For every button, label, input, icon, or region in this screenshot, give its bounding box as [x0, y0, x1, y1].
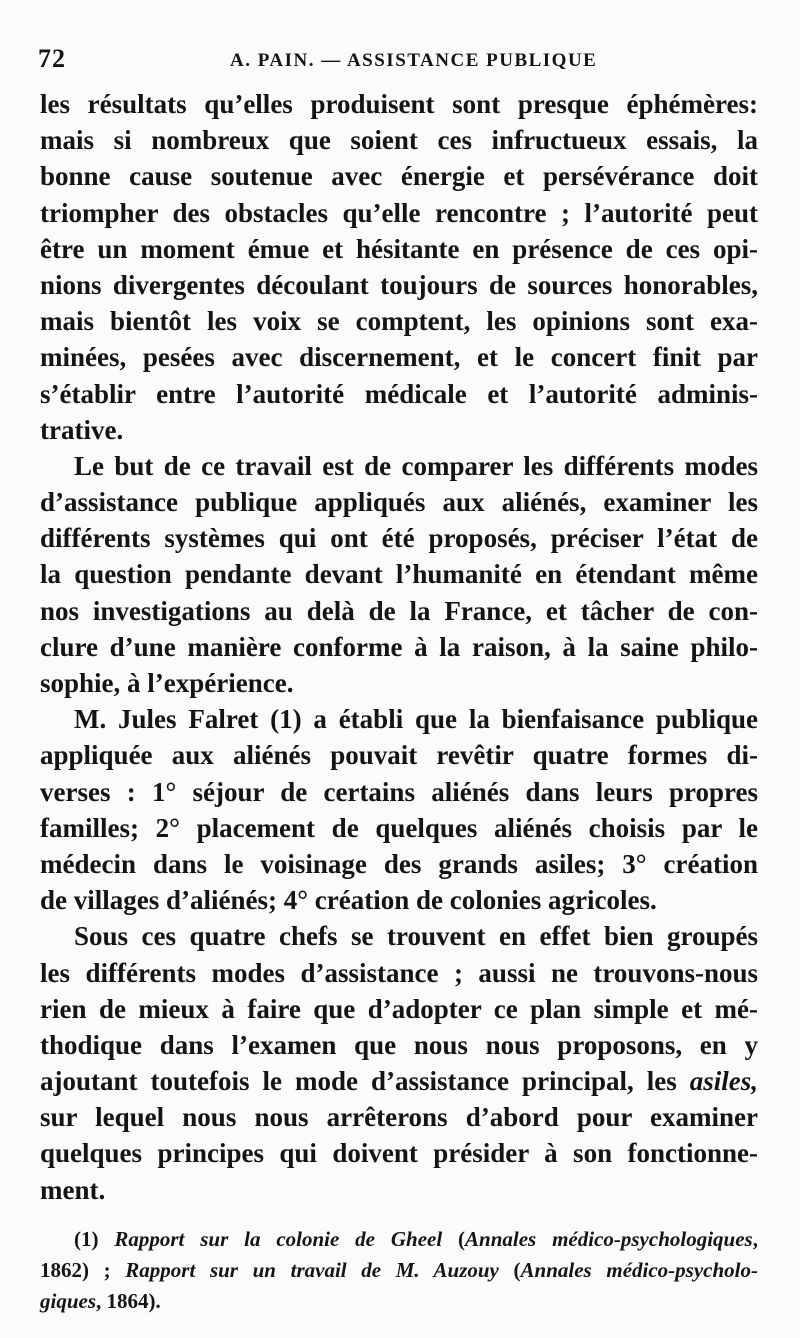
text-line: familles; 2° placement de quelques aliénés choisis par le	[40, 812, 758, 843]
footnote	[40, 1224, 758, 1317]
running-head: A. PAIN. — ASSISTANCE PUBLIQUE	[230, 50, 598, 71]
text-line: sophie, à l’expérience.	[40, 668, 294, 698]
text-line: thodique dans l’examen que nous nous proposons, en y	[40, 1029, 758, 1060]
text-line: ment.	[40, 1174, 106, 1205]
text-line: triompher des obstacles qu’elle rencontre ; l’autorité peut	[40, 197, 758, 228]
text-line: Sous ces quatre chefs se trouvent en effet bien groupés	[74, 921, 758, 952]
footnote-text: (	[442, 1227, 466, 1251]
body-text	[40, 86, 758, 1208]
text-line: quelques principes qui doivent présider à son fonctionne-	[40, 1138, 758, 1169]
text-line	[40, 1063, 758, 1099]
footnote-line	[40, 1286, 758, 1317]
text-line: bonne cause soutenue avec énergie et persévérance doit	[40, 161, 758, 192]
footnote-line	[40, 1255, 758, 1286]
footnote-title: Rapport sur la colonie de Gheel	[114, 1227, 443, 1251]
footnote-line	[40, 1224, 758, 1255]
text-line: minées, pesées avec discernement, et le concert finit par	[40, 342, 758, 373]
text-line: verses : 1° séjour de certains aliénés dans leurs propres	[40, 776, 758, 807]
footnote-journal: Annales médico-psycholo-	[520, 1258, 758, 1282]
text-line: trative.	[40, 414, 124, 445]
page-number: 72	[38, 44, 66, 73]
italic-term: asiles,	[689, 1066, 758, 1097]
footnote-text: 1862) ;	[40, 1258, 126, 1282]
text-line: mais bientôt les voix se comptent, les opinions sont exa-	[40, 306, 758, 337]
footnote-title: Rapport sur un travail de M. Auzouy	[125, 1258, 499, 1282]
footnote-text: (	[498, 1258, 521, 1282]
text-line: nions divergentes découlant toujours de sources honorables,	[40, 269, 758, 300]
footnote-marker: (1)	[74, 1227, 115, 1251]
text-line: M. Jules Falret (1) a établi que la bienfaisance publique	[74, 704, 758, 735]
text-segment: ajoutant toutefois le mode d’assistance principal, les	[40, 1066, 690, 1097]
text-line: mais si nombreux que soient ces infructueux essais, la	[40, 125, 758, 156]
text-line: clure d’une manière conforme à la raison, à la saine philo-	[40, 631, 758, 662]
footnote-text: , 1864).	[96, 1289, 161, 1313]
text-line: d’assistance publique appliqués aux aliénés, examiner les	[40, 487, 758, 518]
text-line: la question pendante devant l’humanité en étendant même	[40, 559, 758, 590]
text-line: médecin dans le voisinage des grands asiles; 3° création	[40, 848, 758, 879]
page-header	[38, 44, 768, 78]
text-line: les résultats qu’elles produisent sont presque éphémères:	[40, 89, 758, 119]
text-line: les différents modes d’assistance ; aussi ne trouvons-nous	[40, 957, 758, 988]
text-line: être un moment émue et hésitante en présence de ces opi-	[40, 233, 758, 264]
text-line: appliquée aux aliénés pouvait revêtir quatre formes di-	[40, 740, 758, 771]
text-line: s’établir entre l’autorité médicale et l’autorité adminis-	[40, 378, 758, 409]
text-line: sur lequel nous nous arrêterons d’abord pour examiner	[40, 1102, 758, 1133]
text-line: différents systèmes qui ont été proposés, préciser l’état de	[40, 523, 758, 554]
text-line: de villages d’aliénés; 4° création de colonies agricoles.	[40, 885, 657, 916]
text-line: Le but de ce travail est de comparer les différents modes	[74, 450, 758, 481]
text-line: nos investigations au delà de la France, et tâcher de con-	[40, 595, 758, 626]
text-line: rien de mieux à faire que d’adopter ce plan simple et mé-	[40, 993, 758, 1024]
footnote-journal: Annales médico-psychologiques	[465, 1227, 753, 1251]
footnote-journal: giques	[40, 1289, 97, 1313]
footnote-text: ,	[752, 1227, 758, 1251]
